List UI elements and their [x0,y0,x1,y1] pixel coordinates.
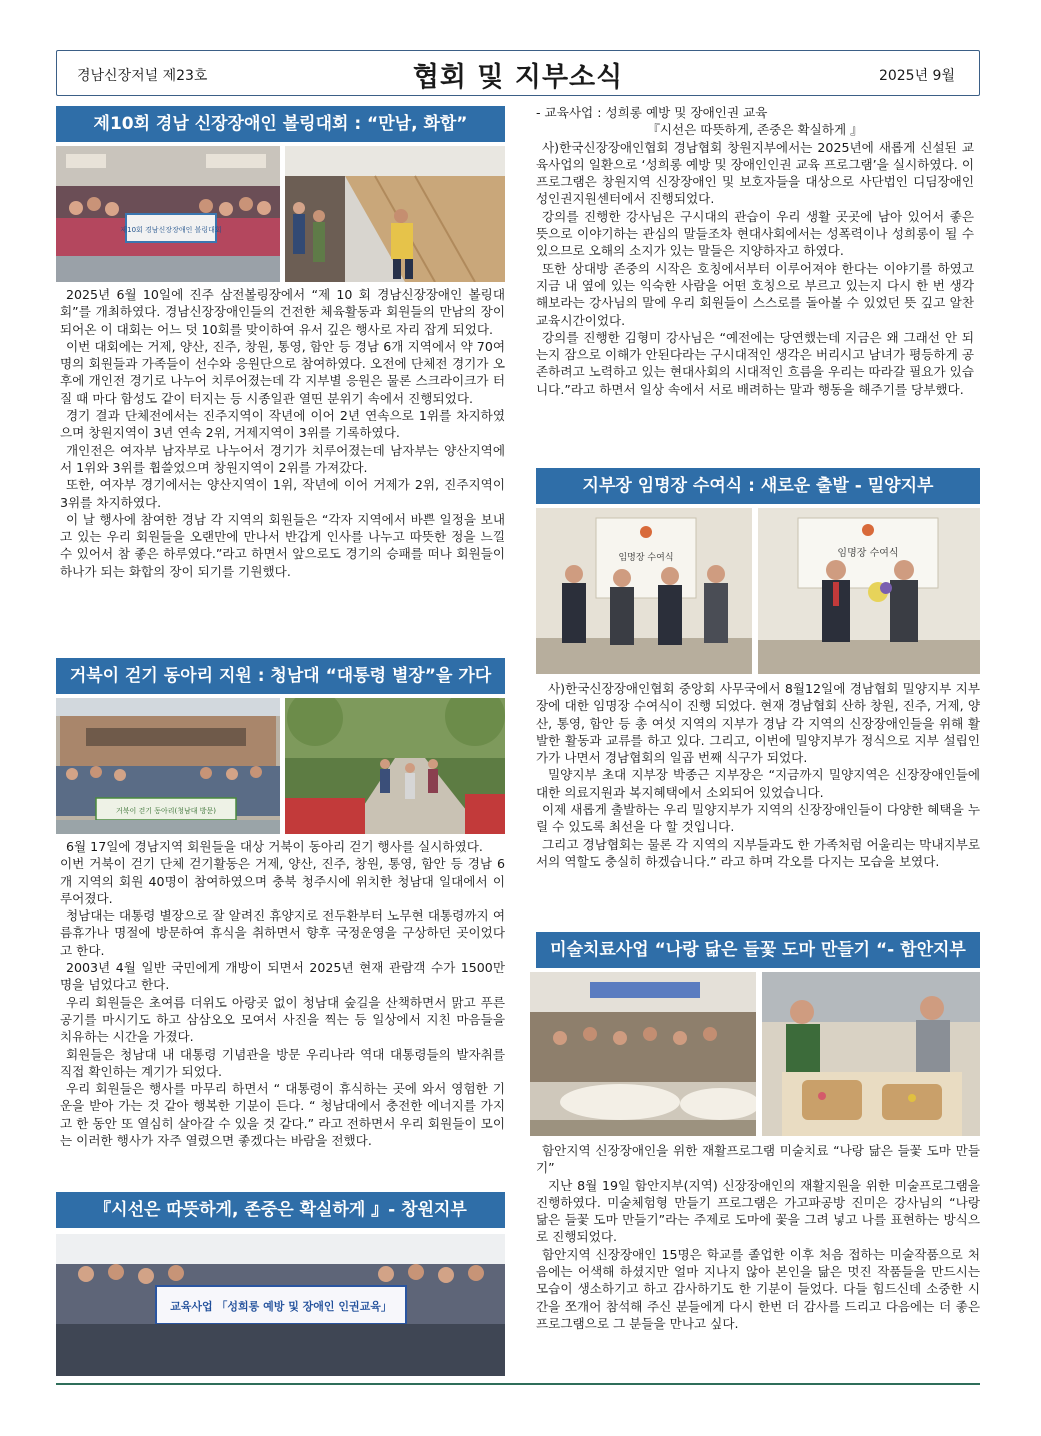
education-article [536,104,974,456]
bowling-article [60,286,505,650]
section-title-art: 미술치료사업 “나랑 닮은 들꽃 도마 만들기 “- 함안지부 [536,932,980,968]
paragraph: 우리 회원들은 초여름 더위도 아랑곳 없이 청남대 숲길을 산책하면서 맑고 푸른 공기를 마시기도 하고 삼삼오오 모여서 사진을 찍는 등 일상에서 지친 마음들을 치유하는 시간을 가졌다. [60,994,505,1045]
paragraph: 6월 17일에 경남지역 회원들을 대상 거북이 동아리 걷기 행사를 실시하였다. [66,839,483,854]
art-article [536,1142,980,1378]
walking-path-photo [285,698,505,834]
paragraph: 2025년 6월 10일에 진주 삼전볼링장에서 “제 10 회 경남신장장애인 볼링대회”를 개최하였다. 경남신장장애인들의 건전한 체육활동과 회원들의 만남의 장이 되어온 이 대회는 어느 덧 10회를 맞이하여 유서 깊은 행사로 자리 잡게 되었다. [60,287,505,337]
bowling-group-photo [56,146,280,282]
paragraph: 또한, 여자부 경기에서는 양산지역이 1위, 작년에 이어 거제가 2위, 진주지역이 3위를 차지하였다. [60,477,505,510]
paragraph: 개인전은 여자부 남자부로 나누어서 경기가 치루어졌는데 남자부는 양산지역에서 1위와 3위를 휩쓸었으며 창원지역이 2위를 가져갔다. [60,442,505,475]
miryang-ceremony-photo-right [758,508,980,674]
paragraph: 2003년 4월 일반 국민에게 개방이 되면서 2025년 현재 관람객 수가 1500만 명을 넘었다고 한다. [60,960,505,993]
paragraph: 지난 8월 19일 함안지부(지역) 신장장애인의 재활지원을 위한 미술프로그램을 진행하였다. 미술체험형 만들기 프로그램은 가고파공방 진미은 강사님의 “나랑 닮은 들꽃 도마 만들기”라는 주제로 도마에 꽃을 그려 넣고 나를 표현하는 방식으로 진행되었다. [536,1177,980,1245]
paragraph: 사)한국신장장애인협회 경남협회 창원지부에서는 2025년에 새롭게 신설된 교육사업의 일환으로 ‘성희롱 예방 및 장애인인권 교육 프로그램’을 실시하였다. 이 프로그램은 창원지역 신장장애인 및 보호자들을 대상으로 사단법인 디딤장애인성인권지원센터에서 진행되었다. [536,139,974,207]
paragraph: 우리 회원들은 행사를 마무리 하면서 “ 대통령이 휴식하는 곳에 와서 영험한 기운을 받아 가는 것 같아 행복한 기분이 든다. “ 청남대에서 충전한 에너지를 가지고 한 동안 또 열심히 살아갈 수 있을 것 같다.” 라고 전하면서 우리 회원들이 모이는 이러한 행사가 자주 열렸으면 좋겠다는 바람을 전했다. [60,1081,505,1149]
page-header [56,50,980,96]
page-title: 협회 및 지부소식 [412,62,624,93]
paragraph: 이제 새롭게 출발하는 우리 밀양지부가 지역의 신장장애인들이 다양한 혜택을 누릴 수 있도록 최선을 다 할 것입니다. [536,802,980,835]
section-title-bowling: 제10회 경남 신장장애인 볼링대회 : “만남, 화합” [56,106,505,142]
footer-rule [56,1383,980,1385]
paragraph: 회원들은 청남대 내 대통령 기념관을 방문 우리나라 역대 대통령들의 발자취를 직접 확인하는 계기가 되었다. [60,1046,505,1079]
banner-text: 교육사업 「성희롱 예방 및 장애인 인권교육」 [170,1300,392,1313]
sign-text: 임명장 수여식 [837,548,899,559]
paragraph: 청남대는 대통령 별장으로 잘 알려진 휴양지로 전두환부터 노무현 대통령까지 여름휴가나 명절에 방문하여 휴식을 취하면서 향후 국정운영을 구상하던 곳이었다고 한다. [60,908,505,958]
walking-group-photo [56,698,280,834]
miryang-ceremony-photo-left [536,508,752,674]
bowling-lane-photo [285,146,505,282]
banner-text: 제10회 경남신장장애인 볼링대회 [120,226,222,234]
paragraph: 또한 상대방 존중의 시작은 호칭에서부터 이루어져야 한다는 이야기를 하였고 지금 내 옆에 있는 익숙한 사람을 어떤 호칭으로 부르고 있는지 다시 한 번 생각해보라는 강사님의 말에 우리 회원들이 스스로를 돌아볼 수 있었던 뜻 깊고 알찬 교육시간이었다. [536,260,974,328]
paragraph: 함안지역 신장장애인을 위한 재활프로그램 미술치료 “나랑 닮은 들꽃 도마 만들기” [536,1143,980,1176]
art-classroom-photo [530,972,756,1136]
banner-text: 거북이 걷기 동아리(청남대 방문) [115,807,217,815]
issue-date: 2025년 9월 [878,68,955,84]
paragraph: 그리고 경남협회는 물론 각 지역의 지부들과도 한 가족처럼 어울리는 막내지부로서의 역할도 충실히 하겠습니다.” 라고 하며 각오를 다지는 모습을 보였다. [536,836,980,869]
education-slogan: 『시선은 따뜻하게, 존중은 확실하게 』 [647,122,863,138]
paragraph: 강의를 진행한 김형미 강사님은 “예전에는 당연했는데 지금은 왜 그래선 안 되는지 잠으로 이해가 안된다라는 구시대적인 생각은 버리시고 남녀가 평등하게 공존하려고 노력하고 있는 현대사회의 시대적인 흐름을 우리는 따라갈 필요가 있습니다.”라고 하면서 일상 속에서 서로 배려하는 말과 행동을 해주기를 당부했다. [536,329,974,397]
section-title-walking: 거북이 걷기 동아리 지원 : 청남대 “대통령 별장”을 가다 [56,658,505,694]
paragraph: 이번 거북이 걷기 단체 걷기활동은 거제, 양산, 진주, 창원, 통영, 함안 등 경남 6개 지역의 회원 40명이 참여하였으며 충북 청주시에 위치한 청남대 일대에서 이루어졌다. [60,856,505,906]
paragraph: 강의를 진행한 강사님은 구시대의 관습이 우리 생활 곳곳에 남아 있어서 좋은 뜻으로 이야기하는 관심의 말들조차 현대사회에서는 성폭력이나 성희롱이 될 수 있으므로 오해의 소지가 있는 말들은 지양하자고 하였다. [536,208,974,259]
education-subtitle: - 교육사업 : 성희롱 예방 및 장애인권 교육 [536,105,768,120]
changwon-group-photo [56,1234,505,1376]
section-title-changwon: 『시선은 따뜻하게, 존중은 확실하게 』- 창원지부 [56,1192,505,1228]
art-craft-photo [762,972,980,1136]
paragraph: 이번 대회에는 거제, 양산, 진주, 창원, 통영, 함안 등 경남 6개 지역에서 약 70여명의 회원들과 가족들이 선수와 응원단으로 참여하였다. 오전에 단체전 경기가 오후에 개인전 경기로 나누어 치루어졌는데 각 지부별 응원은 물론 스크라이크가 터질 때 마다 함성도 같이 터지는 등 시종일관 열띤 분위기 속에서 진행되었다. [60,338,505,406]
issue-label: 경남신장저널 제23호 [77,68,208,84]
paragraph: 사)한국신장장애인협회 중앙회 사무국에서 8월12일에 경남협회 밀양지부 지부장에 대한 임명장 수여식이 진행 되었다. 현재 경남협회 산하 창원, 진주, 거제, 양산, 통영, 함안 등 총 여섯 지역의 지부가 경남 각 지역의 신장장애인들을 위해 활발한 활동과 교류를 하고 있다. 그리고, 이번에 밀양지부가 정식으로 지부 설립인가가 나면서 경남협회의 일곱 번째 식구가 되었다. [536,681,980,766]
paragraph: 밀양지부 초대 지부장 박종근 지부장은 “지금까지 밀양지역은 신장장애인들에 대한 의료지원과 복지혜택에서 소외되어 있었습니다. [536,767,980,800]
paragraph: 이 날 행사에 참여한 경남 각 지역의 회원들은 “각자 지역에서 바쁜 일정을 보내고 있는 우리 회원들을 오랜만에 만나서 반갑게 인사를 나누고 따뜻한 정을 느낄 수 있어서 참 좋은 하루였다.”라고 하면서 앞으로도 경기의 승패를 떠나 회원들이 하나가 되는 화합의 장이 되기를 기원했다. [60,511,505,579]
paragraph: 경기 결과 단체전에서는 진주지역이 작년에 이어 2년 연속으로 1위를 차지하였으며 창원지역이 3년 연속 2위, 거제지역이 3위를 기록하였다. [60,408,505,441]
sign-text: 임명장 수여식 [618,553,674,563]
walking-article [60,838,505,1183]
miryang-article [536,680,980,922]
section-title-miryang: 지부장 임명장 수여식 : 새로운 출발 - 밀양지부 [536,468,980,504]
paragraph: 함안지역 신장장애인 15명은 학교를 졸업한 이후 처음 접하는 미술작품으로 처음에는 어색해 하셨지만 얼마 지나지 않아 본인을 닮은 멋진 작품들을 만드시는 모습이 생소하기고 하고 감사하기도 한 기분이 들었다. 다들 힘드신데 소중한 시간을 쪼개어 참석해 주신 분들에게 다시 한번 더 감사를 드리고 다음에는 더 좋은 프로그램으로 그 분들을 만나고 싶다. [536,1246,980,1331]
